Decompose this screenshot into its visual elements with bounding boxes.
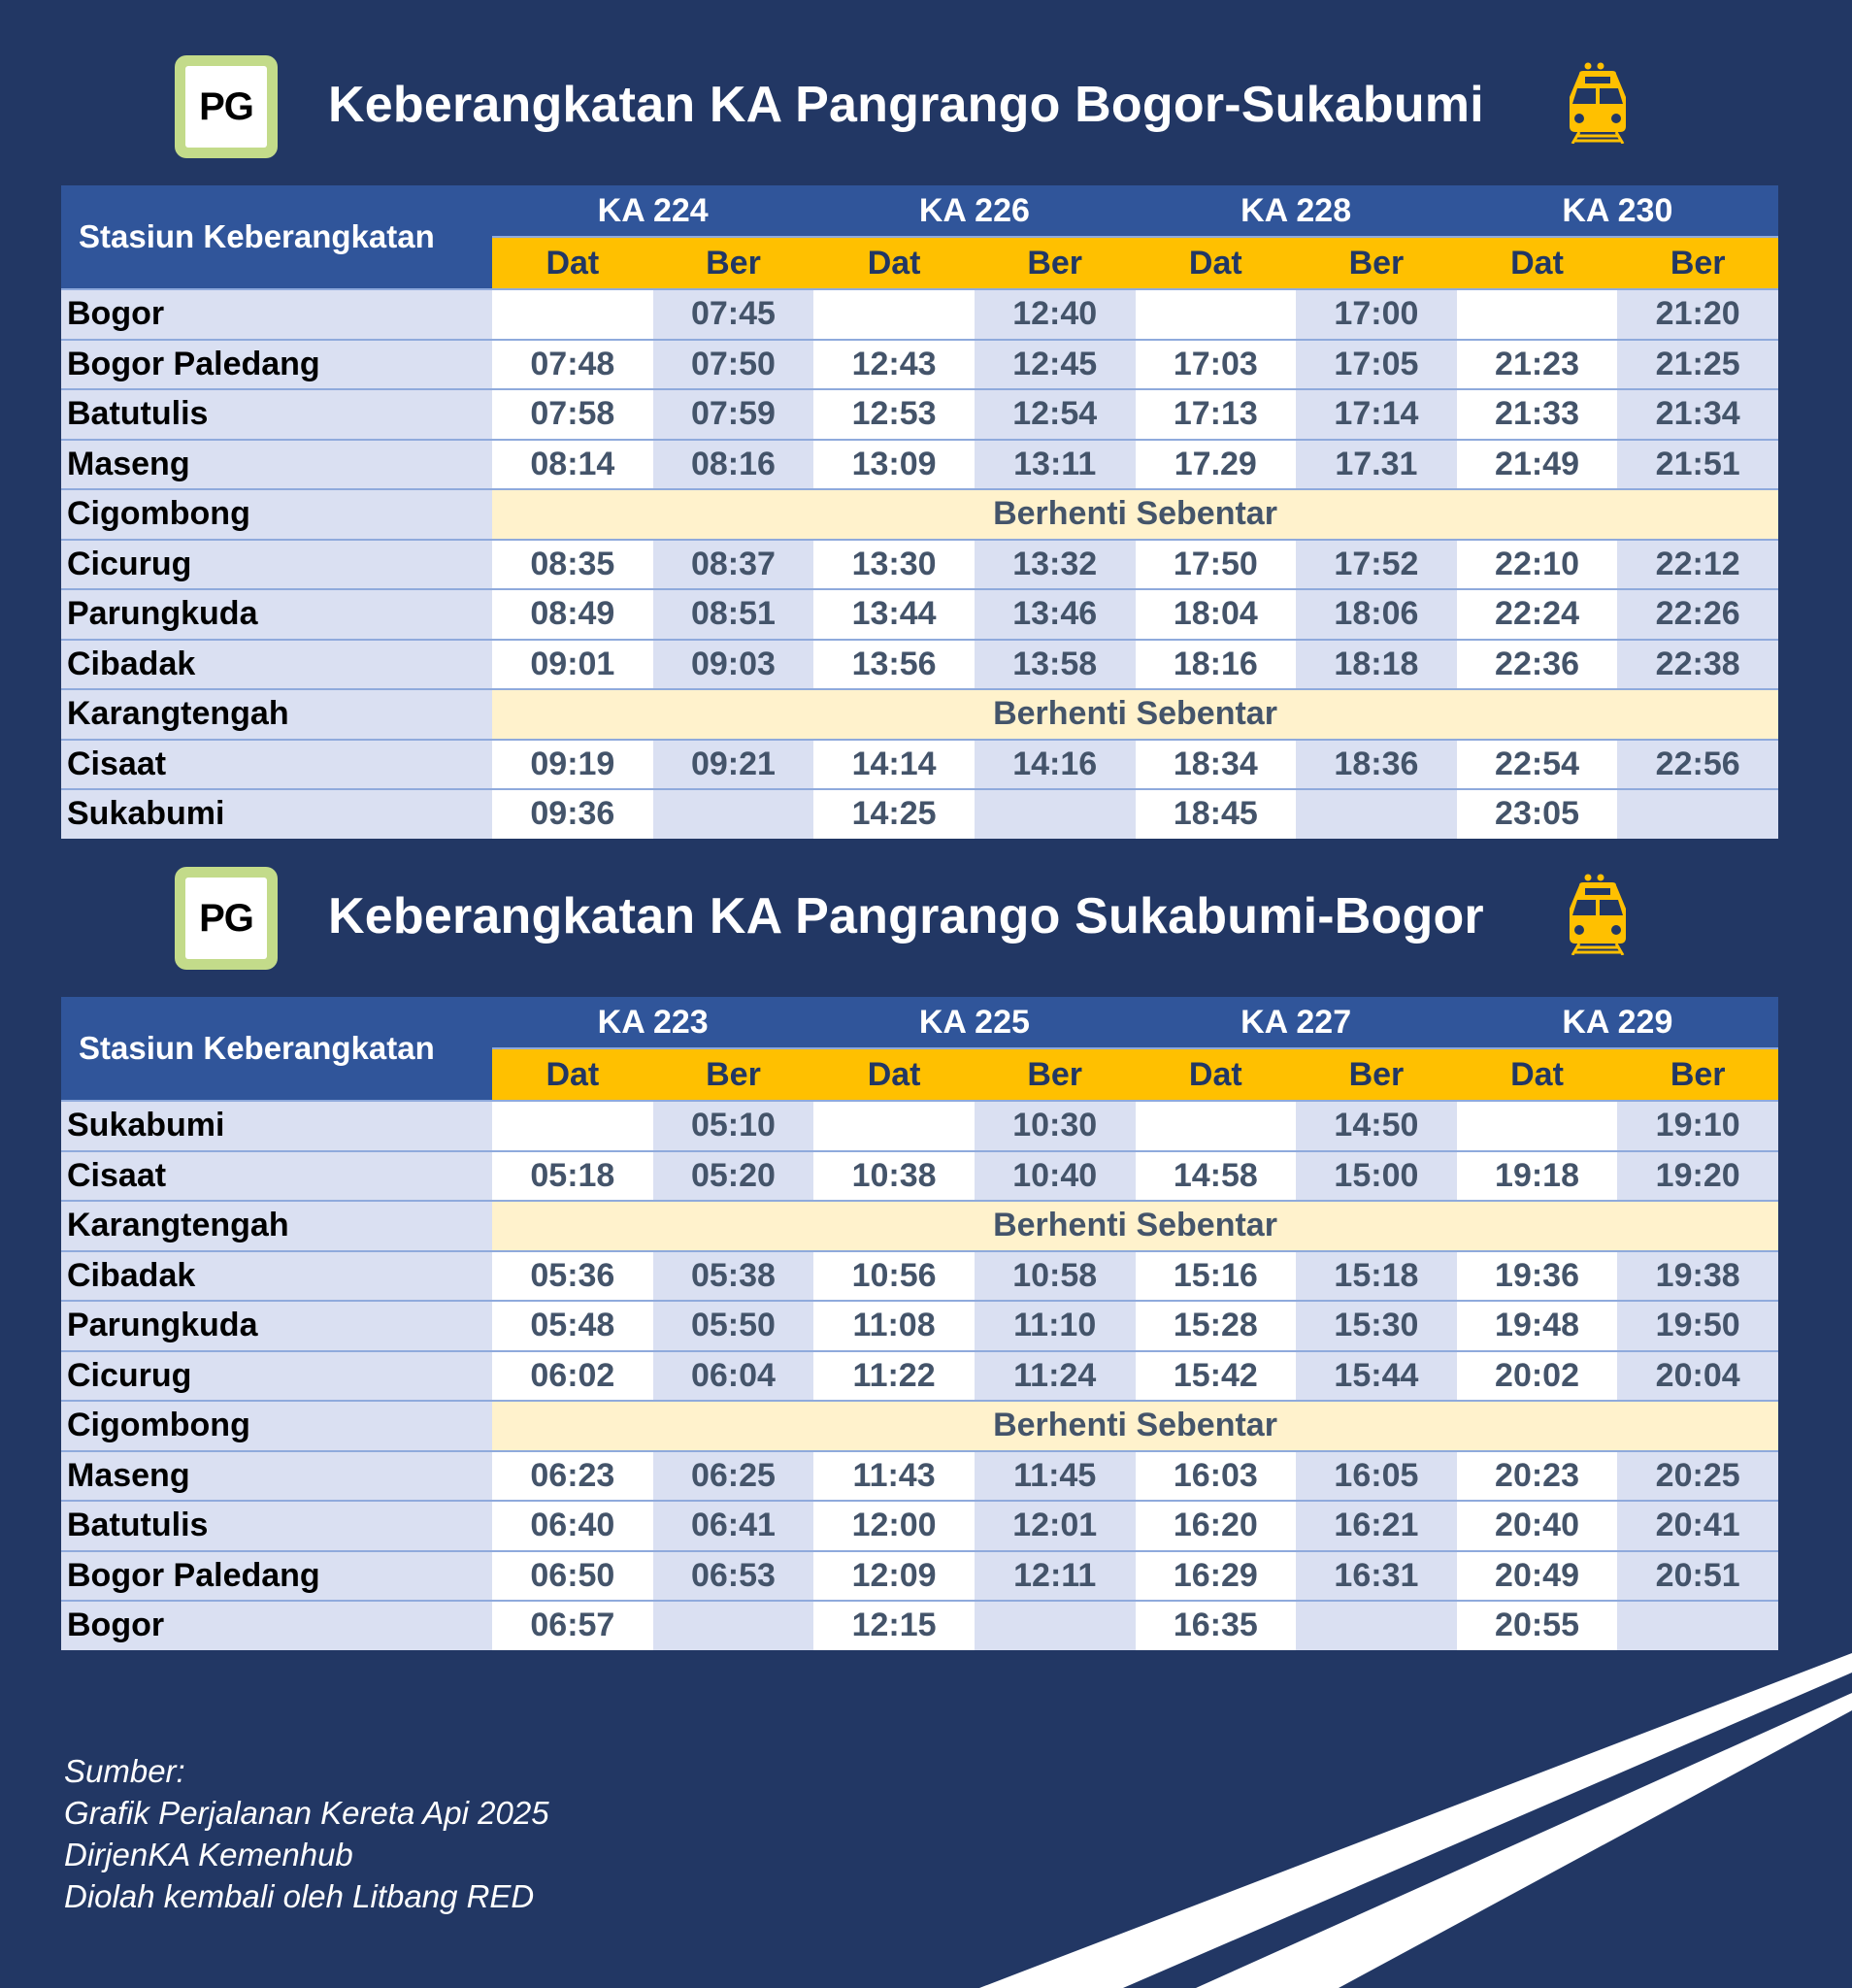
departure-time: 09:03 xyxy=(653,640,814,690)
arrival-time: 15:42 xyxy=(1136,1351,1297,1402)
departure-time: 17:05 xyxy=(1296,340,1457,390)
departure-time: 08:37 xyxy=(653,540,814,590)
source-line: Sumber: xyxy=(64,1753,185,1789)
departure-time: 13:58 xyxy=(975,640,1136,690)
departure-header: Ber xyxy=(1296,1048,1457,1101)
arrival-time: 20:40 xyxy=(1457,1501,1618,1551)
arrival-time: 17:03 xyxy=(1136,340,1297,390)
arrival-time: 22:54 xyxy=(1457,740,1618,790)
table-row xyxy=(61,340,1778,390)
arrival-time: 16:03 xyxy=(1136,1451,1297,1502)
arrival-time: 22:10 xyxy=(1457,540,1618,590)
station-name: Cibadak xyxy=(61,1251,492,1302)
departure-time: 22:38 xyxy=(1617,640,1778,690)
departure-time: 11:24 xyxy=(975,1351,1136,1402)
arrival-header: Dat xyxy=(1136,1048,1297,1101)
departure-time: 17:00 xyxy=(1296,289,1457,340)
station-name: Sukabumi xyxy=(61,1101,492,1151)
station-name: Batutulis xyxy=(61,389,492,440)
departure-time xyxy=(975,1601,1136,1650)
departure-header: Ber xyxy=(1296,237,1457,289)
departure-time: 12:45 xyxy=(975,340,1136,390)
table-row xyxy=(61,1351,1778,1402)
departure-time: 05:50 xyxy=(653,1301,814,1351)
arrival-time: 15:16 xyxy=(1136,1251,1297,1302)
arrival-time: 19:18 xyxy=(1457,1151,1618,1202)
train-header: KA 228 xyxy=(1136,185,1457,237)
brief-stop-note: Berhenti Sebentar xyxy=(492,489,1778,540)
table-row xyxy=(61,489,1778,540)
arrival-time: 12:53 xyxy=(813,389,975,440)
arrival-header: Dat xyxy=(813,1048,975,1101)
arrival-time: 13:30 xyxy=(813,540,975,590)
arrival-time: 14:14 xyxy=(813,740,975,790)
table-row xyxy=(61,1251,1778,1302)
arrival-time: 14:58 xyxy=(1136,1151,1297,1202)
departure-time: 14:16 xyxy=(975,740,1136,790)
arrival-header: Dat xyxy=(492,237,653,289)
departure-time xyxy=(1296,789,1457,839)
arrival-time: 16:20 xyxy=(1136,1501,1297,1551)
arrival-time: 19:36 xyxy=(1457,1251,1618,1302)
badge-label: PG xyxy=(185,66,267,148)
arrival-time: 05:48 xyxy=(492,1301,653,1351)
arrival-time: 18:45 xyxy=(1136,789,1297,839)
departure-time: 19:20 xyxy=(1617,1151,1778,1202)
table-row xyxy=(61,589,1778,640)
departure-time: 12:40 xyxy=(975,289,1136,340)
station-name: Bogor Paledang xyxy=(61,340,492,390)
arrival-time: 20:55 xyxy=(1457,1601,1618,1650)
table-row xyxy=(61,1101,1778,1151)
departure-time: 13:32 xyxy=(975,540,1136,590)
table-row xyxy=(61,1451,1778,1502)
arrival-time xyxy=(813,1101,975,1151)
arrival-time: 19:48 xyxy=(1457,1301,1618,1351)
departure-time: 21:25 xyxy=(1617,340,1778,390)
train-header: KA 226 xyxy=(813,185,1135,237)
section-title-sukabumi-bogor: Keberangkatan KA Pangrango Sukabumi-Bogor xyxy=(328,888,1484,944)
arrival-time: 11:43 xyxy=(813,1451,975,1502)
departure-time: 18:36 xyxy=(1296,740,1457,790)
departure-time xyxy=(975,789,1136,839)
table-row xyxy=(61,540,1778,590)
departure-time: 19:10 xyxy=(1617,1101,1778,1151)
arrival-time: 14:25 xyxy=(813,789,975,839)
departure-time: 10:40 xyxy=(975,1151,1136,1202)
badge-label: PG xyxy=(185,878,267,959)
departure-time: 21:51 xyxy=(1617,440,1778,490)
arrival-time: 06:02 xyxy=(492,1351,653,1402)
table-row xyxy=(61,1501,1778,1551)
departure-time: 05:10 xyxy=(653,1101,814,1151)
source-note xyxy=(64,1750,549,1917)
departure-time: 18:18 xyxy=(1296,640,1457,690)
station-name: Karangtengah xyxy=(61,689,492,740)
departure-time: 09:21 xyxy=(653,740,814,790)
departure-time: 17:52 xyxy=(1296,540,1457,590)
departure-time: 12:54 xyxy=(975,389,1136,440)
arrival-time: 08:49 xyxy=(492,589,653,640)
departure-time: 10:58 xyxy=(975,1251,1136,1302)
arrival-header: Dat xyxy=(813,237,975,289)
station-column-header: Stasiun Keberangkatan xyxy=(61,185,492,289)
departure-time: 15:00 xyxy=(1296,1151,1457,1202)
arrival-time xyxy=(813,289,975,340)
departure-time: 13:46 xyxy=(975,589,1136,640)
departure-time: 06:04 xyxy=(653,1351,814,1402)
arrival-time: 10:56 xyxy=(813,1251,975,1302)
arrival-time: 07:48 xyxy=(492,340,653,390)
source-line: DirjenKA Kemenhub xyxy=(64,1837,353,1872)
station-name: Karangtengah xyxy=(61,1201,492,1251)
arrival-time: 20:02 xyxy=(1457,1351,1618,1402)
arrival-header: Dat xyxy=(1136,237,1297,289)
departure-time: 06:25 xyxy=(653,1451,814,1502)
arrival-time: 15:28 xyxy=(1136,1301,1297,1351)
arrival-time: 13:56 xyxy=(813,640,975,690)
train-header: KA 223 xyxy=(492,997,813,1048)
arrival-time: 20:49 xyxy=(1457,1551,1618,1602)
table-row xyxy=(61,789,1778,839)
train-header: KA 227 xyxy=(1136,997,1457,1048)
departure-time: 07:50 xyxy=(653,340,814,390)
departure-header: Ber xyxy=(653,237,814,289)
arrival-time: 21:49 xyxy=(1457,440,1618,490)
arrival-time: 11:08 xyxy=(813,1301,975,1351)
table-row xyxy=(61,1551,1778,1602)
departure-time xyxy=(653,1601,814,1650)
station-name: Parungkuda xyxy=(61,1301,492,1351)
pangrango-badge xyxy=(175,867,278,970)
station-name: Parungkuda xyxy=(61,589,492,640)
arrival-time: 17:13 xyxy=(1136,389,1297,440)
schedule-table-bogor-sukabumi xyxy=(61,185,1778,839)
arrival-time: 06:40 xyxy=(492,1501,653,1551)
arrival-time: 17.29 xyxy=(1136,440,1297,490)
table-row xyxy=(61,1301,1778,1351)
departure-time: 21:20 xyxy=(1617,289,1778,340)
table-row xyxy=(61,1601,1778,1650)
arrival-time: 20:23 xyxy=(1457,1451,1618,1502)
departure-header: Ber xyxy=(975,237,1136,289)
train-header: KA 230 xyxy=(1457,185,1778,237)
station-name: Cibadak xyxy=(61,640,492,690)
departure-time: 21:34 xyxy=(1617,389,1778,440)
arrival-time: 23:05 xyxy=(1457,789,1618,839)
station-name: Sukabumi xyxy=(61,789,492,839)
arrival-time xyxy=(1136,289,1297,340)
table-row xyxy=(61,640,1778,690)
arrival-time xyxy=(492,1101,653,1151)
table-row xyxy=(61,740,1778,790)
departure-header: Ber xyxy=(653,1048,814,1101)
station-name: Batutulis xyxy=(61,1501,492,1551)
train-header: KA 229 xyxy=(1457,997,1778,1048)
departure-time: 05:38 xyxy=(653,1251,814,1302)
table-row xyxy=(61,389,1778,440)
train-icon xyxy=(1566,62,1630,144)
schedule-table-sukabumi-bogor xyxy=(61,997,1778,1650)
departure-time: 12:11 xyxy=(975,1551,1136,1602)
arrival-time: 16:35 xyxy=(1136,1601,1297,1650)
departure-time: 07:45 xyxy=(653,289,814,340)
table-row xyxy=(61,1401,1778,1451)
departure-time: 15:18 xyxy=(1296,1251,1457,1302)
arrival-time: 12:09 xyxy=(813,1551,975,1602)
departure-time: 14:50 xyxy=(1296,1101,1457,1151)
table-row xyxy=(61,689,1778,740)
arrival-time: 08:35 xyxy=(492,540,653,590)
departure-time xyxy=(1617,1601,1778,1650)
departure-time: 15:44 xyxy=(1296,1351,1457,1402)
train-header: KA 225 xyxy=(813,997,1135,1048)
departure-time: 07:59 xyxy=(653,389,814,440)
arrival-time: 13:44 xyxy=(813,589,975,640)
arrival-time xyxy=(1457,1101,1618,1151)
arrival-time: 09:36 xyxy=(492,789,653,839)
departure-time: 08:51 xyxy=(653,589,814,640)
arrival-time: 06:57 xyxy=(492,1601,653,1650)
departure-time: 05:20 xyxy=(653,1151,814,1202)
arrival-time: 18:04 xyxy=(1136,589,1297,640)
station-name: Cigombong xyxy=(61,489,492,540)
arrival-time: 08:14 xyxy=(492,440,653,490)
departure-time: 10:30 xyxy=(975,1101,1136,1151)
table-row xyxy=(61,440,1778,490)
departure-time: 22:12 xyxy=(1617,540,1778,590)
departure-time: 19:38 xyxy=(1617,1251,1778,1302)
departure-time: 16:21 xyxy=(1296,1501,1457,1551)
arrival-time: 16:29 xyxy=(1136,1551,1297,1602)
arrival-time: 06:50 xyxy=(492,1551,653,1602)
train-header: KA 224 xyxy=(492,185,813,237)
arrival-time: 11:22 xyxy=(813,1351,975,1402)
departure-header: Ber xyxy=(1617,1048,1778,1101)
departure-time: 11:45 xyxy=(975,1451,1136,1502)
departure-time: 16:05 xyxy=(1296,1451,1457,1502)
arrival-time: 18:16 xyxy=(1136,640,1297,690)
departure-time xyxy=(653,789,814,839)
arrival-time: 17:50 xyxy=(1136,540,1297,590)
section-title-bogor-sukabumi: Keberangkatan KA Pangrango Bogor-Sukabumi xyxy=(328,77,1484,133)
departure-time: 12:01 xyxy=(975,1501,1136,1551)
station-name: Maseng xyxy=(61,440,492,490)
brief-stop-note: Berhenti Sebentar xyxy=(492,1201,1778,1251)
departure-time: 20:51 xyxy=(1617,1551,1778,1602)
station-name: Bogor Paledang xyxy=(61,1551,492,1602)
arrival-time: 21:33 xyxy=(1457,389,1618,440)
arrival-time: 10:38 xyxy=(813,1151,975,1202)
station-name: Bogor xyxy=(61,289,492,340)
departure-header: Ber xyxy=(1617,237,1778,289)
departure-time: 11:10 xyxy=(975,1301,1136,1351)
arrival-time: 22:36 xyxy=(1457,640,1618,690)
departure-time: 19:50 xyxy=(1617,1301,1778,1351)
arrival-time xyxy=(1457,289,1618,340)
departure-time: 17.31 xyxy=(1296,440,1457,490)
station-name: Maseng xyxy=(61,1451,492,1502)
arrival-header: Dat xyxy=(1457,1048,1618,1101)
arrival-time: 18:34 xyxy=(1136,740,1297,790)
station-name: Cisaat xyxy=(61,1151,492,1202)
source-line: Diolah kembali oleh Litbang RED xyxy=(64,1878,535,1914)
departure-time: 20:04 xyxy=(1617,1351,1778,1402)
departure-time xyxy=(1617,789,1778,839)
station-column-header: Stasiun Keberangkatan xyxy=(61,997,492,1101)
station-name: Cicurug xyxy=(61,1351,492,1402)
source-line: Grafik Perjalanan Kereta Api 2025 xyxy=(64,1795,549,1831)
arrival-time: 12:00 xyxy=(813,1501,975,1551)
station-name: Cigombong xyxy=(61,1401,492,1451)
departure-time xyxy=(1296,1601,1457,1650)
table-row xyxy=(61,1201,1778,1251)
departure-time: 16:31 xyxy=(1296,1551,1457,1602)
departure-time: 20:41 xyxy=(1617,1501,1778,1551)
departure-time: 20:25 xyxy=(1617,1451,1778,1502)
departure-time: 17:14 xyxy=(1296,389,1457,440)
brief-stop-note: Berhenti Sebentar xyxy=(492,689,1778,740)
departure-time: 08:16 xyxy=(653,440,814,490)
departure-time: 13:11 xyxy=(975,440,1136,490)
departure-time: 15:30 xyxy=(1296,1301,1457,1351)
station-name: Cicurug xyxy=(61,540,492,590)
arrival-time: 05:36 xyxy=(492,1251,653,1302)
departure-time: 06:53 xyxy=(653,1551,814,1602)
arrival-time: 06:23 xyxy=(492,1451,653,1502)
departure-time: 22:56 xyxy=(1617,740,1778,790)
arrival-time: 07:58 xyxy=(492,389,653,440)
station-name: Cisaat xyxy=(61,740,492,790)
departure-time: 06:41 xyxy=(653,1501,814,1551)
arrival-header: Dat xyxy=(1457,237,1618,289)
departure-time: 18:06 xyxy=(1296,589,1457,640)
arrival-header: Dat xyxy=(492,1048,653,1101)
arrival-time: 09:01 xyxy=(492,640,653,690)
train-icon xyxy=(1566,874,1630,955)
arrival-time: 12:15 xyxy=(813,1601,975,1650)
table-row xyxy=(61,1151,1778,1202)
pangrango-badge xyxy=(175,55,278,158)
arrival-time: 21:23 xyxy=(1457,340,1618,390)
arrival-time: 05:18 xyxy=(492,1151,653,1202)
brief-stop-note: Berhenti Sebentar xyxy=(492,1401,1778,1451)
arrival-time: 12:43 xyxy=(813,340,975,390)
arrival-time: 13:09 xyxy=(813,440,975,490)
table-row xyxy=(61,289,1778,340)
arrival-time: 22:24 xyxy=(1457,589,1618,640)
arrival-time: 09:19 xyxy=(492,740,653,790)
arrival-time xyxy=(1136,1101,1297,1151)
departure-header: Ber xyxy=(975,1048,1136,1101)
departure-time: 22:26 xyxy=(1617,589,1778,640)
arrival-time xyxy=(492,289,653,340)
station-name: Bogor xyxy=(61,1601,492,1650)
